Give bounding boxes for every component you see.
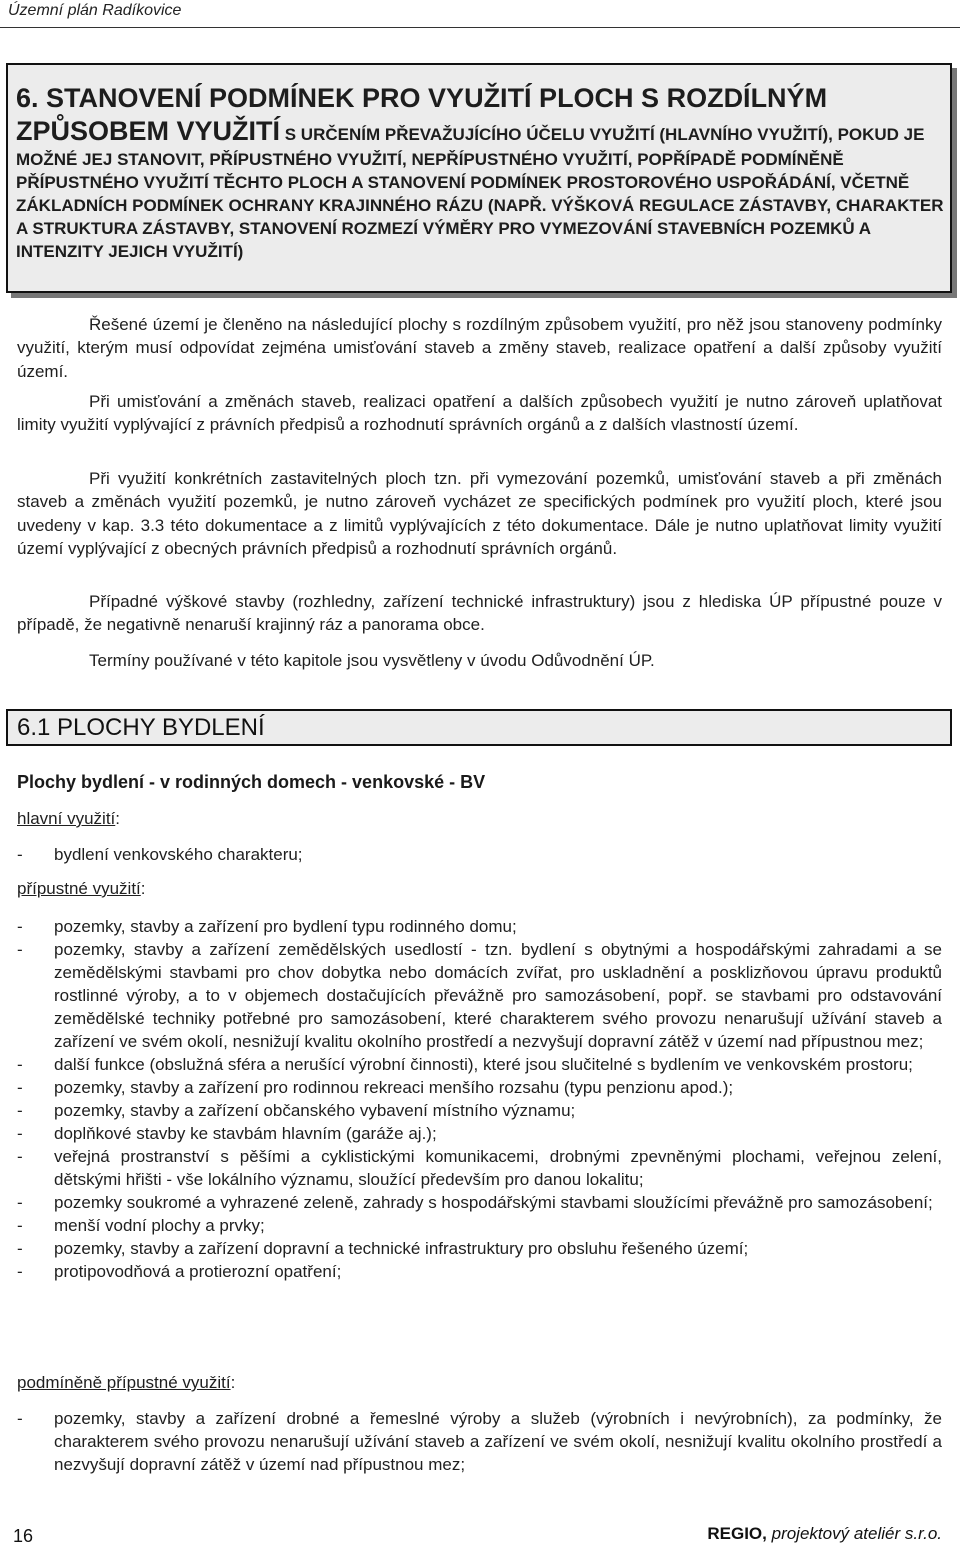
company-name xyxy=(707,1524,942,1544)
paragraph-3: Při využití konkrétních zastavitelných ploch tzn. při vymezování pozemků, umisťování staveb a při změnách staveb a změnách využití pozemků, je nutno zároveň vycházet ze specifických podmínek pro využití ploch, které jsou uvedeny v kap. 3.3 této dokumentace a z limitů vyplývajících z této dokumentace. Dále je nutno uplatňovat limity využití území vyplývající z obecných právních předpisů a rozhodnutí správních orgánů. xyxy=(17,469,942,558)
list-item: - doplňkové stavby ke stavbám hlavním (garáže aj.); xyxy=(17,1122,942,1145)
main-use-label: hlavní využití: xyxy=(17,809,120,828)
list-item: - další funkce (obslužná sféra a nerušící výrobní činnosti), které jsou slučitelné s bydlením ve venkovském prostoru; xyxy=(17,1053,942,1076)
header-rule xyxy=(0,27,960,28)
main-use-label-text: hlavní využití xyxy=(17,809,116,828)
paragraph-5: Termíny používané v této kapitole jsou vysvětleny v úvodu Odůvodnění ÚP. xyxy=(89,651,655,670)
page-header xyxy=(0,0,960,32)
list-item: - menší vodní plochy a prvky; xyxy=(17,1214,942,1237)
list-item: - pozemky, stavby a zařízení pro rodinnou rekreaci menšího rozsahu (typu penzionu apod.); xyxy=(17,1076,942,1099)
conditional-use-label: podmíněně přípustné využití: xyxy=(17,1373,236,1392)
section-heading: 6.1 PLOCHY BYDLENÍ xyxy=(17,714,265,741)
list-item: - pozemky, stavby a zařízení občanského vybavení místního významu; xyxy=(17,1099,942,1122)
list-item: - protipovodňová a protierozní opatření; xyxy=(17,1260,942,1283)
chapter-heading-line-1: 6. STANOVENÍ PODMÍNEK PRO VYUŽITÍ PLOCH S ROZDÍLNÝM xyxy=(16,83,828,113)
list-item: - veřejná prostranství s pěšími a cyklistickými komunikacemi, drobnými zpevněnými plochami, veřejnou zelení, dětskými hřišti - vše lokálního významu, sloužící především pro danou lokalitu; xyxy=(17,1145,942,1191)
page-number: 16 xyxy=(13,1526,34,1546)
conditional-use-list xyxy=(17,1407,942,1476)
chapter-heading xyxy=(16,82,944,263)
permitted-use-list xyxy=(17,915,942,1283)
list-item: - pozemky, stavby a zařízení zemědělských usedlostí - tzn. bydlení s obytnými a hospodářskými zahradami a se zemědělskými stavbami pro chov dobytka nebo domácích zvířat, pro uskladnění a posklizňovou úpravu produktů rostlinné výroby, a to v objemech dostačujících převážně pro samozásobení, popř. se stavbami pro odstavování zemědělské techniky potřebné pro samozásobení, které charakterem svého provozu nenarušují užívání staveb a zařízení ve svém okolí, nesnižují kvalitu okolního prostředí a nezvyšují dopravní zátěž v území nad přípustnou mez; xyxy=(17,938,942,1053)
list-item: - bydlení venkovského charakteru; xyxy=(17,843,942,866)
subsection-title: Plochy bydlení - v rodinných domech - venkovské - BV xyxy=(17,772,486,792)
list-item: - pozemky, stavby a zařízení pro bydlení typu rodinného domu; xyxy=(17,915,942,938)
company-name-rest: projektový ateliér s.r.o. xyxy=(766,1524,942,1543)
conditional-use-label-text: podmíněně přípustné využití xyxy=(17,1373,231,1392)
main-use-list xyxy=(17,843,942,866)
chapter-heading-line-2: ZPŮSOBEM VYUŽITÍ xyxy=(16,116,281,146)
chapter-heading-rest: S URČENÍM PŘEVAŽUJÍCÍHO ÚČELU VYUŽITÍ (HLAVNÍHO VYUŽITÍ), POKUD JE MOŽNÉ JEJ STANOVIT, PŘÍPUSTNÉHO VYUŽITÍ, NEPŘÍPUSTNÉHO VYUŽITÍ, POPŘÍPADĚ PODMÍNĚNĚ PŘÍPUSTNÉHO VYUŽITÍ TĚCHTO PLOCH A STANOVENÍ PODMÍNEK PROSTOROVÉHO USPOŘÁDÁNÍ, VČETNĚ ZÁKLADNÍCH PODMÍNEK OCHRANY KRAJINNÉHO RÁZU (NAPŘ. VÝŠKOVÁ REGULACE ZÁSTAVBY, CHARAKTER A STRUKTURA ZÁSTAVBY, STANOVENÍ ROZMEZÍ VÝMĚRY PRO VYMEZOVÁNÍ STAVEBNÍCH POZEMKŮ A INTENZITY JEJICH VYUŽITÍ) xyxy=(16,125,944,261)
company-name-bold: REGIO, xyxy=(707,1524,767,1543)
permitted-use-label-text: přípustné využití xyxy=(17,879,141,898)
paragraph-2: Při umisťování a změnách staveb, realizaci opatření a dalších způsobech využití je nutno zároveň uplatňovat limity využití vyplývající z právních předpisů a rozhodnutí správních orgánů a z dalších vlastností území. xyxy=(17,392,942,435)
list-item: - pozemky, stavby a zařízení dopravní a technické infrastruktury pro obsluhu řešeného území; xyxy=(17,1237,942,1260)
list-item: - pozemky soukromé a vyhrazené zeleně, zahrady s hospodářskými stavbami sloužícími převážně pro samozásobení; xyxy=(17,1191,942,1214)
permitted-use-label: přípustné využití: xyxy=(17,879,146,898)
list-item: - pozemky, stavby a zařízení drobné a řemeslné výroby a služeb (výrobních i nevýrobních), za podmínky, že charakterem svého provozu nenarušují užívání staveb a zařízení ve svém okolí, nesnižují kvalitu okolního prostředí a nezvyšují dopravní zátěž v území nad přípustnou mez; xyxy=(17,1407,942,1476)
document-title: Územní plán Radíkovice xyxy=(8,2,182,19)
paragraph-1: Řešené území je členěno na následující plochy s rozdílným způsobem využití, pro něž jsou stanoveny podmínky využití, kterým musí odpovídat zejména umisťování staveb a změny staveb, realizace opatření a další způsoby využití území. xyxy=(17,315,942,381)
paragraph-4: Případné výškové stavby (rozhledny, zařízení technické infrastruktury) jsou z hlediska ÚP přípustné pouze v případě, že negativně nenaruší krajinný ráz a panorama obce. xyxy=(17,592,942,635)
